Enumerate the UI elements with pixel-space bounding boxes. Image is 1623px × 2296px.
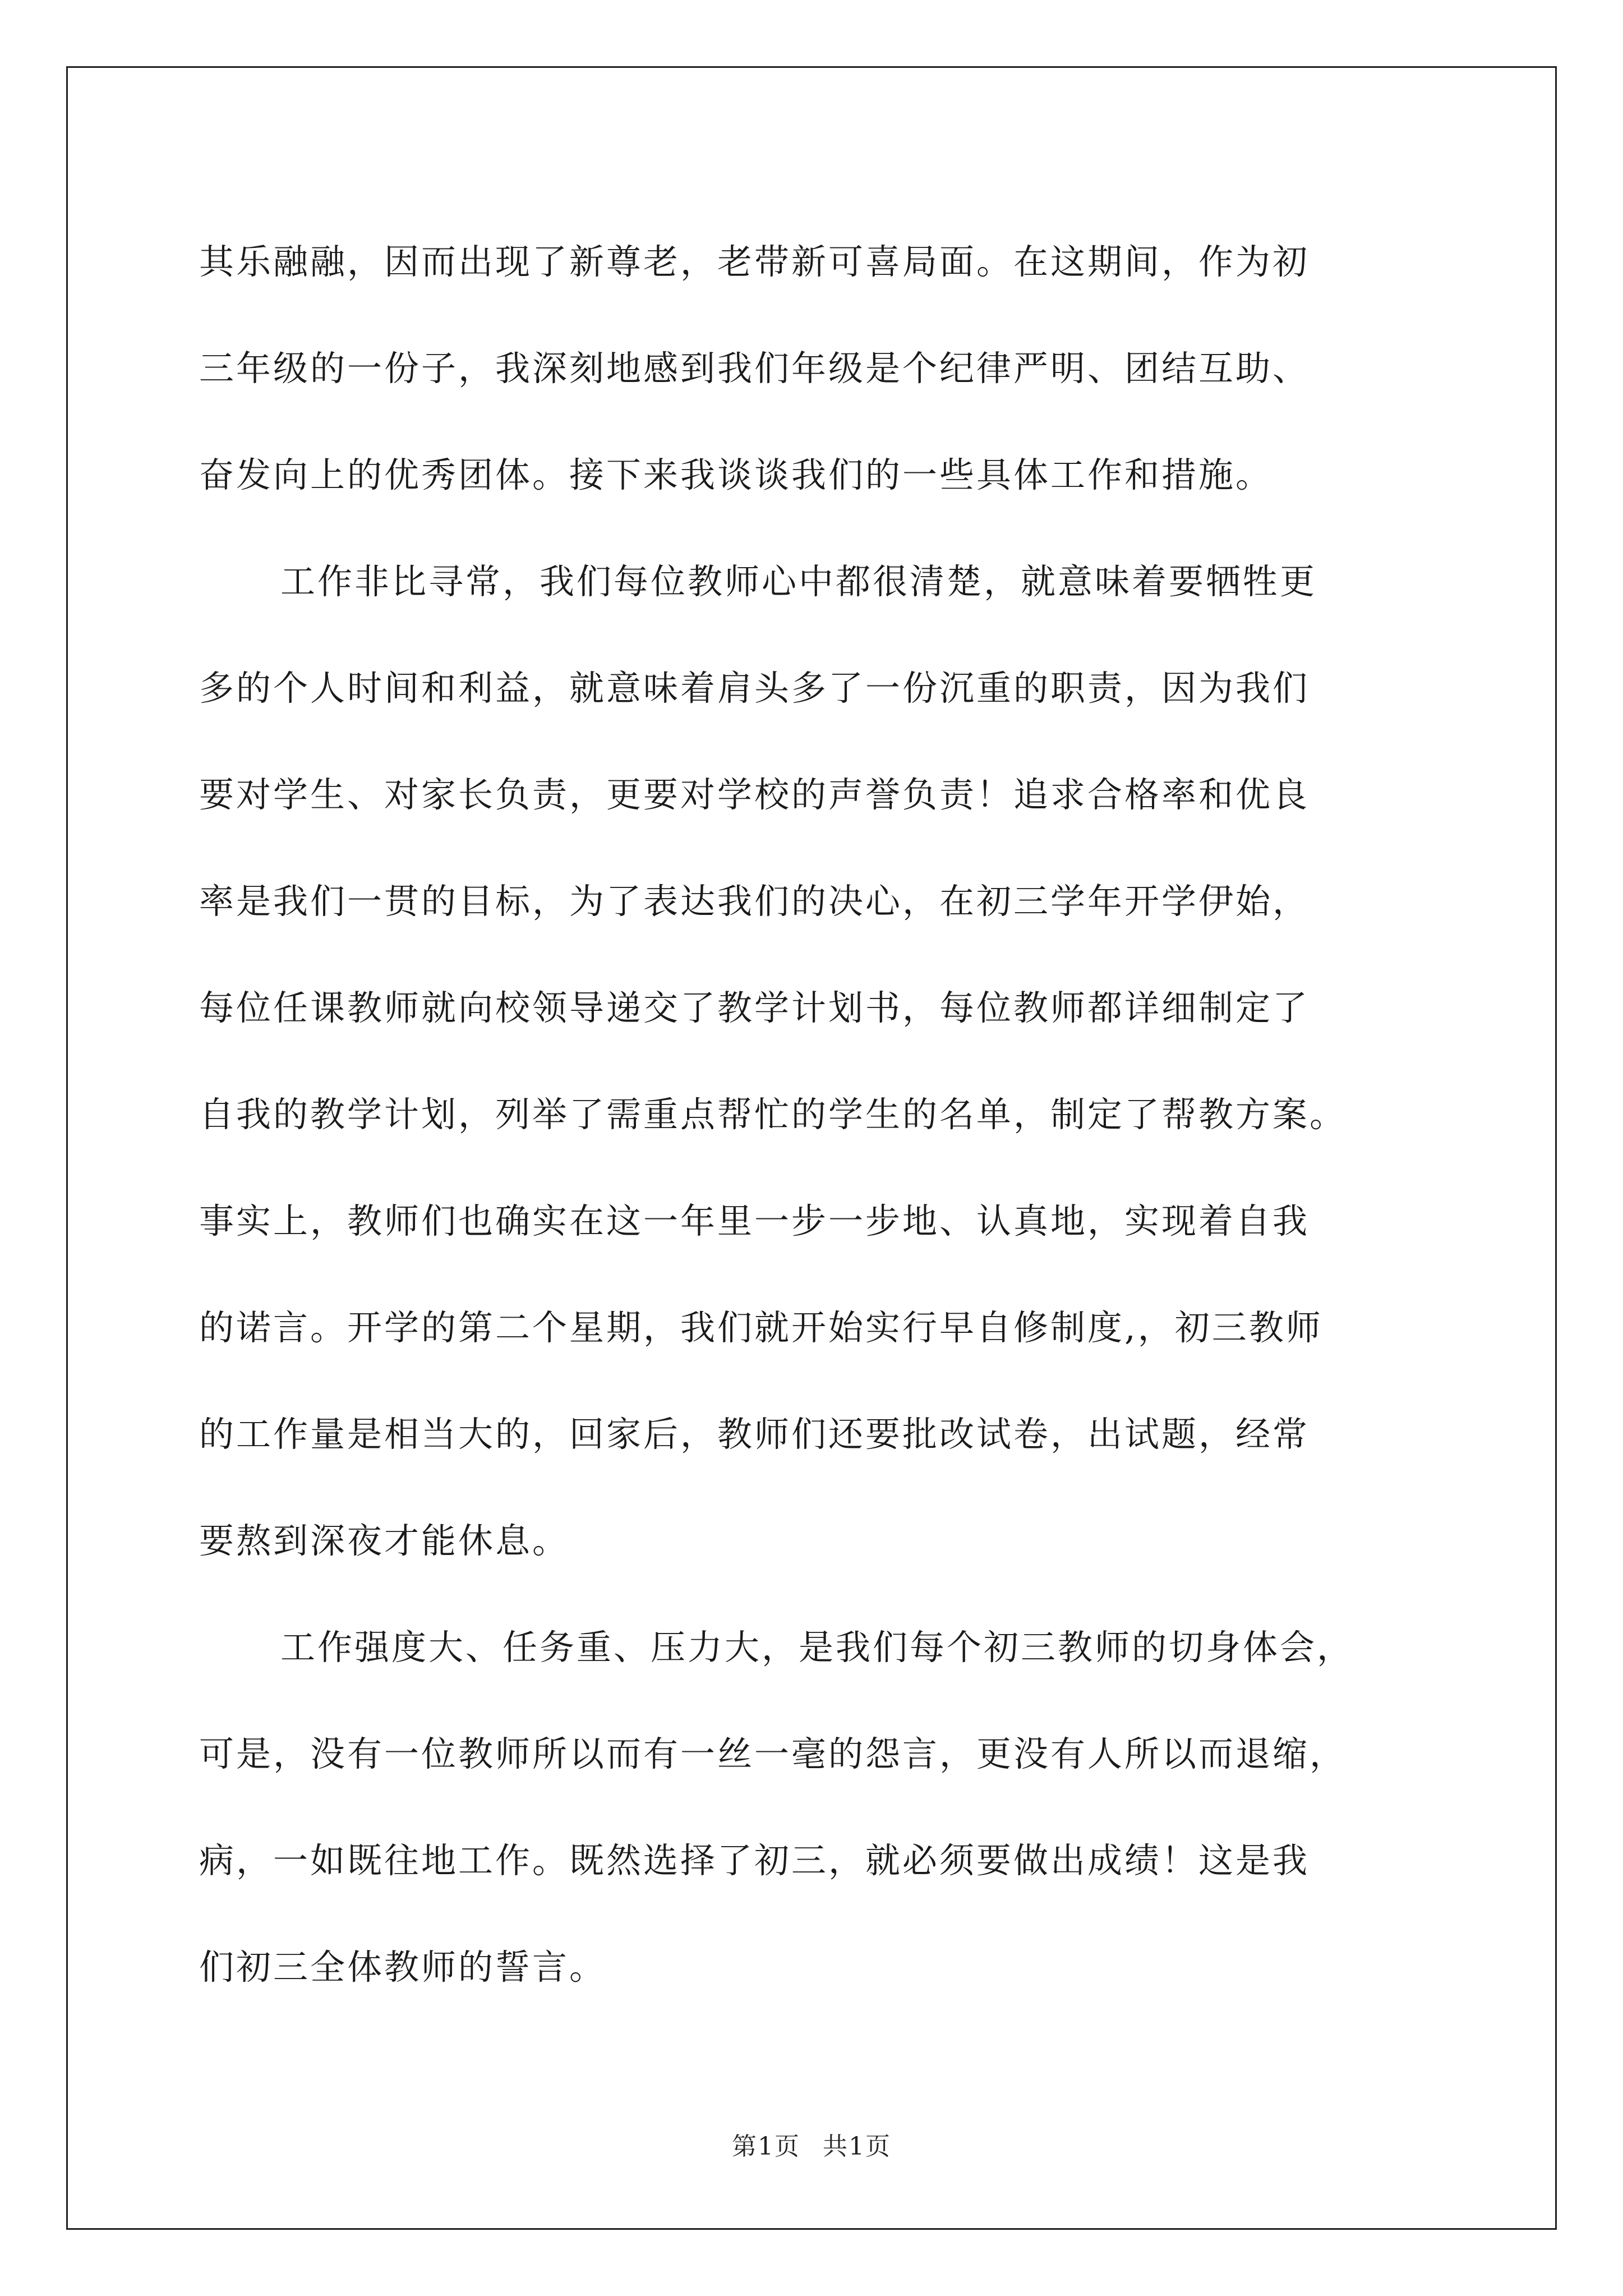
document-body bbox=[199, 209, 1447, 2021]
page-footer bbox=[0, 2126, 1623, 2162]
paragraph bbox=[199, 528, 1447, 1594]
paragraph bbox=[199, 209, 1447, 528]
text-line: 工作强度大、任务重、压力大，是我们每个初三教师的切身体会， bbox=[280, 1627, 1354, 1668]
text-line: 工作非比寻常，我们每位教师心中都很清楚，就意味着要牺牲更 bbox=[280, 561, 1317, 602]
text-line: 多的个人时间和利益，就意味着肩头多了一份沉重的职责，因为我们 bbox=[199, 668, 1310, 708]
text-line: 可是，没有一位教师所以而有一丝一毫的怨言，更没有人所以而退缩， bbox=[199, 1733, 1347, 1774]
text-line: 要对学生、对家长负责，更要对学校的声誉负责！追求合格率和优良 bbox=[199, 774, 1310, 815]
paragraph bbox=[199, 1594, 1447, 2021]
text-line: 其乐融融，因而出现了新尊老，老带新可喜局面。在这期间，作为初 bbox=[199, 241, 1310, 282]
text-line: 每位任课教师就向校领导递交了教学计划书，每位教师都详细制定了 bbox=[199, 987, 1310, 1028]
text-line: 率是我们一贯的目标，为了表达我们的决心，在初三学年开学伊始， bbox=[199, 881, 1310, 922]
text-line: 们初三全体教师的誓言。 bbox=[199, 1947, 607, 1987]
text-line: 病，一如既往地工作。既然选择了初三，就必须要做出成绩！这是我 bbox=[199, 1840, 1310, 1881]
text-line: 要熬到深夜才能休息。 bbox=[199, 1520, 570, 1561]
page-number-total: 共1页 bbox=[823, 2132, 891, 2161]
text-line: 事实上，教师们也确实在这一年里一步一步地、认真地，实现着自我 bbox=[199, 1200, 1310, 1241]
text-line: 奋发向上的优秀团体。接下来我谈谈我们的一些具体工作和措施。 bbox=[199, 454, 1273, 495]
text-line: 的工作量是相当大的，回家后，教师们还要批改试卷，出试题，经常 bbox=[199, 1414, 1310, 1455]
text-line: 自我的教学计划，列举了需重点帮忙的学生的名单，制定了帮教方案。 bbox=[199, 1094, 1347, 1135]
page-number-current: 第1页 bbox=[732, 2132, 800, 2161]
text-line: 的诺言。开学的第二个星期，我们就开始实行早自修制度,，初三教师 bbox=[199, 1307, 1323, 1348]
text-line: 三年级的一份子，我深刻地感到我们年级是个纪律严明、团结互助、 bbox=[199, 348, 1310, 389]
